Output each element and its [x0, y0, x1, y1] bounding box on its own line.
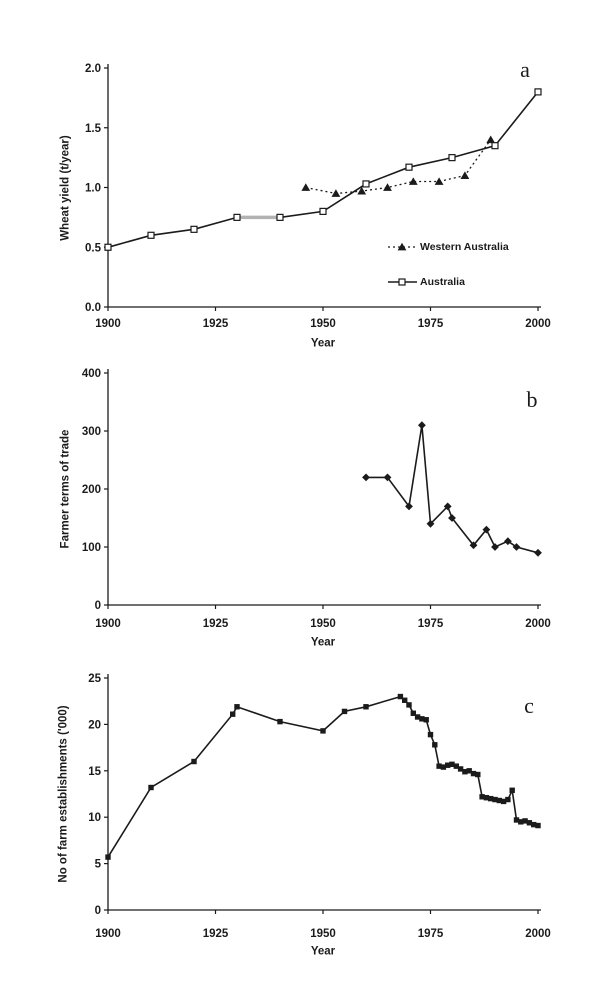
series-line-no-of-farm-establishments: [108, 693, 538, 858]
x-tick-label: 1975: [417, 318, 444, 330]
data-point-marker: [191, 226, 197, 232]
data-point-marker: [486, 136, 495, 144]
chart-c-x-axis-title: Year: [310, 945, 336, 958]
y-tick-label: 1.5: [85, 122, 101, 135]
chart-a-legend: [388, 243, 417, 285]
legend-label-western-australia: Western Australia: [420, 240, 509, 253]
data-point-marker: [332, 189, 341, 197]
data-point-marker: [301, 183, 310, 191]
data-point-marker: [449, 155, 455, 161]
legend-label-australia: Australia: [420, 275, 465, 288]
data-point-marker: [320, 208, 326, 214]
data-point-marker: [363, 181, 369, 187]
data-point-marker: [342, 709, 347, 714]
series-farmer-terms-of-trade: [362, 421, 542, 556]
x-tick-label: 1975: [417, 618, 444, 630]
chart-b-y-axis-title: Farmer terms of trade: [59, 429, 72, 549]
data-point-marker: [277, 214, 283, 220]
data-point-marker: [363, 704, 368, 709]
series-no-of-farm-establishments: [105, 694, 540, 860]
data-point-marker: [234, 214, 240, 220]
data-point-marker: [406, 702, 411, 707]
data-point-marker: [475, 772, 480, 777]
series-line-farmer-terms-of-trade: [366, 425, 538, 553]
data-point-marker: [424, 717, 429, 722]
y-tick-label: 0.0: [85, 302, 101, 314]
data-point-marker: [406, 164, 412, 170]
x-tick-label: 1900: [95, 618, 121, 630]
data-point-marker: [535, 89, 541, 95]
y-tick-label: 2.0: [85, 63, 101, 75]
chart-b-panel-letter: b: [526, 387, 538, 412]
data-point-marker: [402, 698, 407, 703]
x-tick-label: 1925: [202, 618, 229, 630]
chart-a-axes: [85, 63, 551, 330]
data-point-marker: [534, 549, 542, 557]
series-line-western-australia: [306, 140, 491, 194]
data-point-marker: [492, 143, 498, 149]
y-tick-label: 300: [81, 426, 101, 438]
x-tick-label: 1950: [310, 928, 336, 940]
data-point-marker: [409, 177, 418, 185]
data-point-marker: [461, 171, 470, 179]
chart-b-x-axis-title: Year: [310, 636, 336, 649]
chart-c-axes: [88, 673, 551, 940]
data-point-marker: [148, 785, 153, 790]
data-point-marker: [432, 742, 437, 747]
data-point-marker: [320, 728, 325, 733]
x-tick-label: 1950: [310, 318, 336, 330]
chart-b: [82, 368, 551, 630]
chart-a-x-axis-title: Year: [310, 337, 336, 350]
data-point-marker: [491, 543, 499, 551]
series-australia: [105, 89, 541, 250]
data-point-marker: [234, 704, 239, 709]
y-tick-label: 0: [94, 600, 101, 612]
chart-c-panel-letter: c: [524, 693, 534, 718]
data-point-marker: [105, 854, 110, 859]
x-tick-label: 1900: [95, 318, 121, 330]
chart-a: [85, 63, 551, 330]
y-tick-label: 25: [88, 673, 101, 685]
y-tick-label: 20: [88, 719, 101, 732]
x-tick-label: 1925: [202, 928, 229, 940]
y-tick-label: 10: [88, 812, 101, 825]
series-line-australia: [108, 92, 538, 247]
chart-c-y-axis-title: No of farm establishments ('000): [57, 705, 70, 883]
y-tick-label: 1.0: [85, 182, 101, 195]
data-point-marker: [505, 797, 510, 802]
y-tick-label: 5: [94, 858, 101, 871]
y-tick-label: 0.5: [85, 242, 101, 255]
y-tick-label: 15: [88, 765, 101, 778]
data-point-marker: [399, 279, 405, 285]
series-western-australia: [301, 136, 495, 197]
x-tick-label: 1925: [202, 318, 229, 330]
data-point-marker: [510, 788, 515, 793]
x-tick-label: 1950: [310, 618, 336, 630]
x-tick-label: 2000: [525, 618, 551, 630]
data-point-marker: [191, 759, 196, 764]
chart-a-panel-letter: a: [520, 57, 530, 82]
chart-c: [88, 673, 551, 940]
data-point-marker: [362, 474, 370, 482]
x-tick-label: 2000: [525, 318, 551, 330]
data-point-marker: [148, 232, 154, 238]
data-point-marker: [535, 823, 540, 828]
y-tick-label: 100: [81, 542, 101, 554]
chart-a-y-axis-title: Wheat yield (t/year): [59, 135, 72, 241]
data-point-marker: [418, 421, 426, 429]
x-tick-label: 1900: [95, 928, 121, 940]
y-tick-label: 0: [94, 905, 101, 917]
data-point-marker: [277, 719, 282, 724]
x-tick-label: 1975: [417, 928, 444, 940]
data-point-marker: [230, 711, 235, 716]
x-tick-label: 2000: [525, 928, 551, 940]
chart-b-axes: [82, 368, 551, 630]
data-point-marker: [105, 244, 111, 250]
y-tick-label: 200: [81, 484, 101, 496]
data-point-marker: [428, 732, 433, 737]
y-tick-label: 400: [81, 368, 101, 380]
